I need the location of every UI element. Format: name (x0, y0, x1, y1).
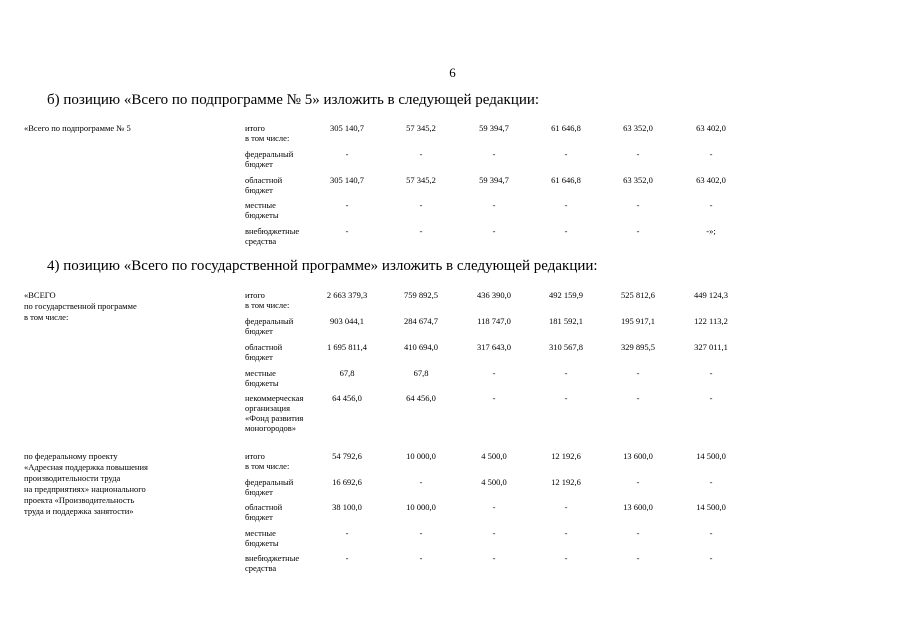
amount-cell: 2 663 379,3 (326, 290, 368, 300)
amount-cell: - (492, 502, 496, 512)
amount-cell: - (345, 149, 349, 159)
amount-cell: 181 592,1 (549, 316, 583, 326)
amount-cell: 63 402,0 (696, 123, 726, 133)
amount-cell: 12 192,6 (551, 477, 581, 487)
amount-cell: 64 456,0 (406, 393, 436, 403)
amount-cell: 525 812,6 (621, 290, 655, 300)
amount-cell: 38 100,0 (332, 502, 362, 512)
funding-category: федеральный бюджет (245, 316, 294, 336)
amount-cell: 54 792,6 (332, 451, 362, 461)
amount-cell: - (636, 368, 640, 378)
amount-cell: - (636, 226, 640, 236)
funding-category: областной бюджет (245, 342, 283, 362)
funding-category: местные бюджеты (245, 200, 279, 220)
funding-category: итого в том числе: (245, 123, 290, 143)
amount-cell: 305 140,7 (330, 123, 364, 133)
amount-cell: 64 456,0 (332, 393, 362, 403)
amount-cell: 16 692,6 (332, 477, 362, 487)
amount-cell: - (492, 528, 496, 538)
amount-cell: - (636, 477, 640, 487)
amount-cell: 63 402,0 (696, 175, 726, 185)
amount-cell: - (419, 149, 423, 159)
amount-cell: - (709, 368, 713, 378)
amount-cell: - (564, 393, 568, 403)
amount-cell: 492 159,9 (549, 290, 583, 300)
amount-cell: - (564, 528, 568, 538)
funding-category: внебюджетные средства (245, 553, 300, 573)
amount-cell: - (564, 200, 568, 210)
amount-cell: - (564, 553, 568, 563)
amount-cell: - (492, 149, 496, 159)
amount-cell: 57 345,2 (406, 175, 436, 185)
amount-cell: - (636, 528, 640, 538)
page-number: 6 (449, 65, 456, 80)
amount-cell: - (636, 200, 640, 210)
amount-cell: 63 352,0 (623, 175, 653, 185)
section-heading: 4) позицию «Всего по государственной программе» изложить в следующей редакции: (47, 258, 598, 274)
amount-cell: - (345, 226, 349, 236)
section-heading: б) позицию «Всего по подпрограмме № 5» изложить в следующей редакции: (47, 92, 540, 108)
funding-category: внебюджетные средства (245, 226, 300, 246)
amount-cell: 4 500,0 (481, 451, 507, 461)
funding-category: местные бюджеты (245, 368, 279, 388)
amount-cell: - (492, 200, 496, 210)
amount-cell: - (709, 200, 713, 210)
amount-cell: - (419, 226, 423, 236)
amount-cell: 436 390,0 (477, 290, 511, 300)
amount-cell: 327 011,1 (694, 342, 728, 352)
amount-cell: 10 000,0 (406, 451, 436, 461)
amount-cell: - (564, 226, 568, 236)
amount-cell: - (636, 553, 640, 563)
amount-cell: - (345, 200, 349, 210)
funding-category: итого в том числе: (245, 451, 290, 471)
amount-cell: 903 044,1 (330, 316, 364, 326)
funding-category: некоммерческая организация «Фонд развития моногородов» (245, 393, 304, 433)
amount-cell: - (709, 477, 713, 487)
funding-category: областной бюджет (245, 175, 283, 195)
amount-cell: 14 500,0 (696, 502, 726, 512)
amount-cell: - (492, 393, 496, 403)
amount-cell: - (419, 528, 423, 538)
amount-cell: 305 140,7 (330, 175, 364, 185)
amount-cell: - (636, 149, 640, 159)
amount-cell: 59 394,7 (479, 123, 509, 133)
amount-cell: - (492, 368, 496, 378)
amount-cell: 195 917,1 (621, 316, 655, 326)
amount-cell: - (492, 553, 496, 563)
amount-cell: - (709, 528, 713, 538)
amount-cell: 61 646,8 (551, 175, 581, 185)
amount-cell: - (419, 553, 423, 563)
amount-cell: 61 646,8 (551, 123, 581, 133)
amount-cell: 67,8 (413, 368, 429, 378)
position-label: по федеральному проекту «Адресная поддержка повышения производительности труда на предприятиях» национального проекта «Производительность труда и поддержка занятости» (24, 451, 148, 516)
amount-cell: 13 600,0 (623, 502, 653, 512)
funding-category: местные бюджеты (245, 528, 279, 548)
amount-cell: - (709, 553, 713, 563)
amount-cell: - (345, 528, 349, 538)
amount-cell: - (419, 477, 423, 487)
amount-cell: 10 000,0 (406, 502, 436, 512)
position-label: «ВСЕГО по государственной программе в том числе: (24, 290, 137, 322)
amount-cell: - (564, 149, 568, 159)
amount-cell: 13 600,0 (623, 451, 653, 461)
amount-cell: 1 695 811,4 (326, 342, 368, 352)
amount-cell: - (492, 226, 496, 236)
amount-cell: 759 892,5 (404, 290, 438, 300)
amount-cell: 67,8 (339, 368, 355, 378)
amount-cell: 4 500,0 (481, 477, 507, 487)
amount-cell: 118 747,0 (477, 316, 511, 326)
amount-cell: - (345, 553, 349, 563)
amount-cell: 410 694,0 (404, 342, 438, 352)
amount-cell: 449 124,3 (694, 290, 728, 300)
amount-cell: 12 192,6 (551, 451, 581, 461)
amount-cell: 317 643,0 (477, 342, 511, 352)
funding-category: федеральный бюджет (245, 477, 294, 497)
amount-cell: 14 500,0 (696, 451, 726, 461)
position-label: «Всего по подпрограмме № 5 (24, 123, 131, 133)
amount-cell: 329 895,5 (621, 342, 655, 352)
amount-cell: - (564, 502, 568, 512)
amount-cell: - (709, 149, 713, 159)
amount-cell: 122 113,2 (694, 316, 728, 326)
amount-cell: - (636, 393, 640, 403)
amount-cell: 57 345,2 (406, 123, 436, 133)
amount-cell: 310 567,8 (549, 342, 583, 352)
amount-cell: -»; (706, 226, 716, 236)
funding-category: федеральный бюджет (245, 149, 294, 169)
amount-cell: 63 352,0 (623, 123, 653, 133)
amount-cell: 284 674,7 (404, 316, 438, 326)
amount-cell: - (564, 368, 568, 378)
funding-category: итого в том числе: (245, 290, 290, 310)
funding-category: областной бюджет (245, 502, 283, 522)
amount-cell: - (709, 393, 713, 403)
amount-cell: 59 394,7 (479, 175, 509, 185)
amount-cell: - (419, 200, 423, 210)
